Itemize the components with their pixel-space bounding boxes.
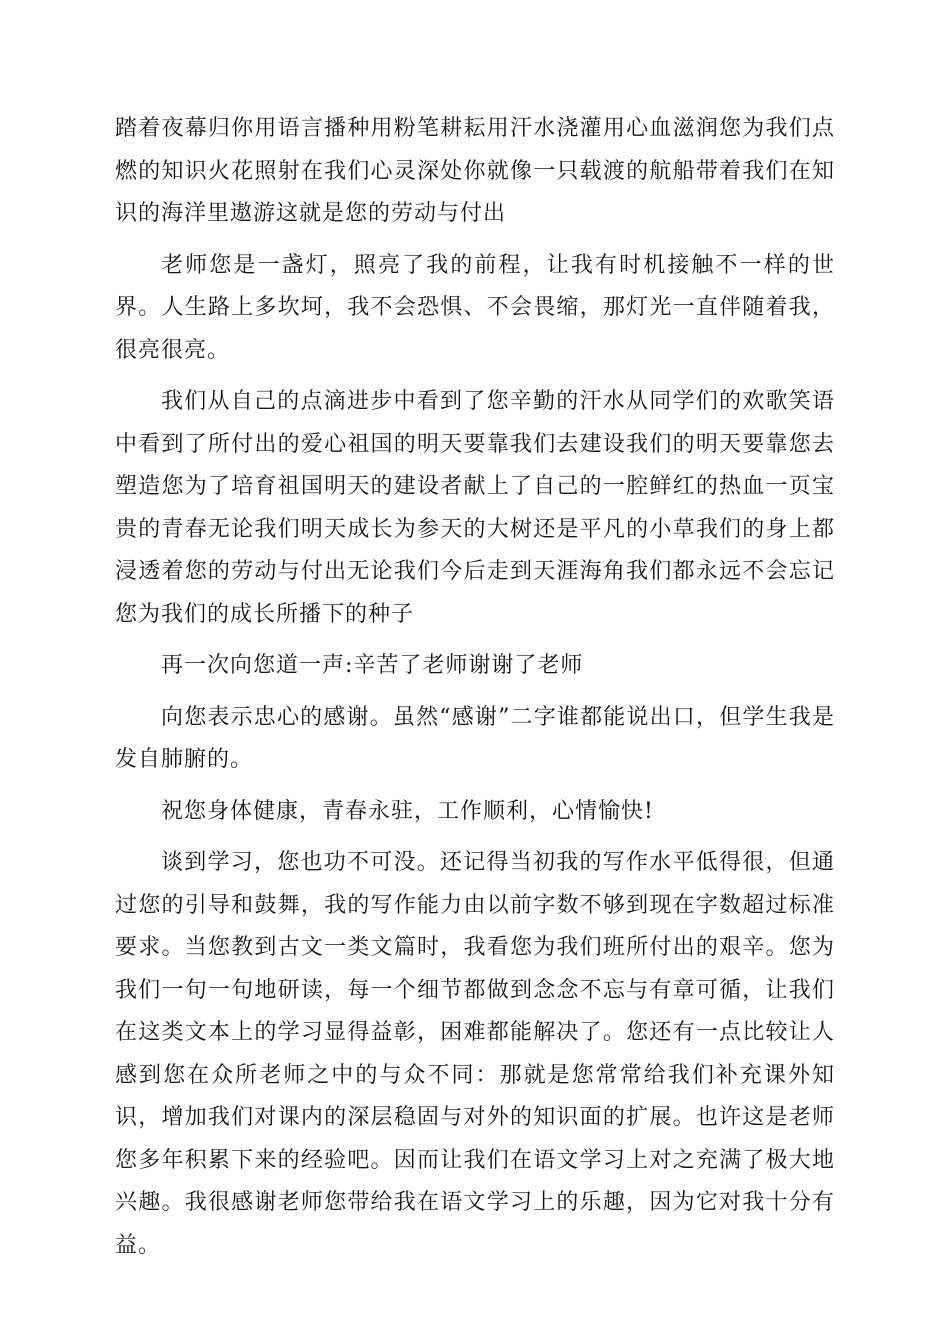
paragraph-2: 老师您是一盏灯，照亮了我的前程，让我有时机接触不一样的世界。人生路上多坎坷，我不会恐惧、不会畏缩，那灯光一直伴随着我，很亮很亮。 — [115, 252, 835, 363]
paragraph-5: 向您表示忠心的感谢。虽然“感谢”二字谁都能说出口，但学生我是发自肺腑的。 — [115, 704, 835, 772]
paragraph-3: 我们从自己的点滴进步中看到了您辛勤的汗水从同学们的欢歌笑语中看到了所付出的爱心祖国的明天要靠我们去建设我们的明天要靠您去塑造您为了培育祖国明天的建设者献上了自己的一腔鲜红的热血一页宝贵的青春无论我们明天成长为参天的大树还是平凡的小草我们的身上都浸透着您的劳动与付出无论我们今后走到天涯海角我们都永远不会忘记您为我们的成长所播下的种子 — [115, 389, 835, 627]
document-body — [115, 108, 835, 1276]
paragraph-1: 踏着夜幕归你用语言播种用粉笔耕耘用汗水浇灌用心血滋润您为我们点燃的知识火花照射在我们心灵深处你就像一只载渡的航船带着我们在知识的海洋里遨游这就是您的劳动与付出 — [115, 116, 835, 226]
paragraph-6: 祝您身体健康，青春永驻，工作顺利，心情愉快! — [161, 798, 654, 824]
paragraph-4: 再一次向您道一声:辛苦了老师谢谢了老师 — [161, 653, 584, 678]
paragraph-7: 谈到学习，您也功不可没。还记得当初我的写作水平低得很，但通过您的引导和鼓舞，我的写作能力由以前字数不够到现在字数超过标准要求。当您教到古文一类文篇时，我看您为我们班所付出的艰辛。您为我们一句一句地研读，每一个细节都做到念念不忘与有章可循，让我们在这类文本上的学习显得益彰，困难都能解决了。您还有一点比较让人感到您在众所老师之中的与众不同：那就是您常常给我们补充课外知识，增加我们对课内的深层稳固与对外的知识面的扩展。也许这是老师您多年积累下来的经验吧。因而让我们在语文学习上对之充满了极大地兴趣。我很感谢老师您带给我在语文学习上的乐趣，因为它对我十分有益。 — [115, 850, 835, 1258]
